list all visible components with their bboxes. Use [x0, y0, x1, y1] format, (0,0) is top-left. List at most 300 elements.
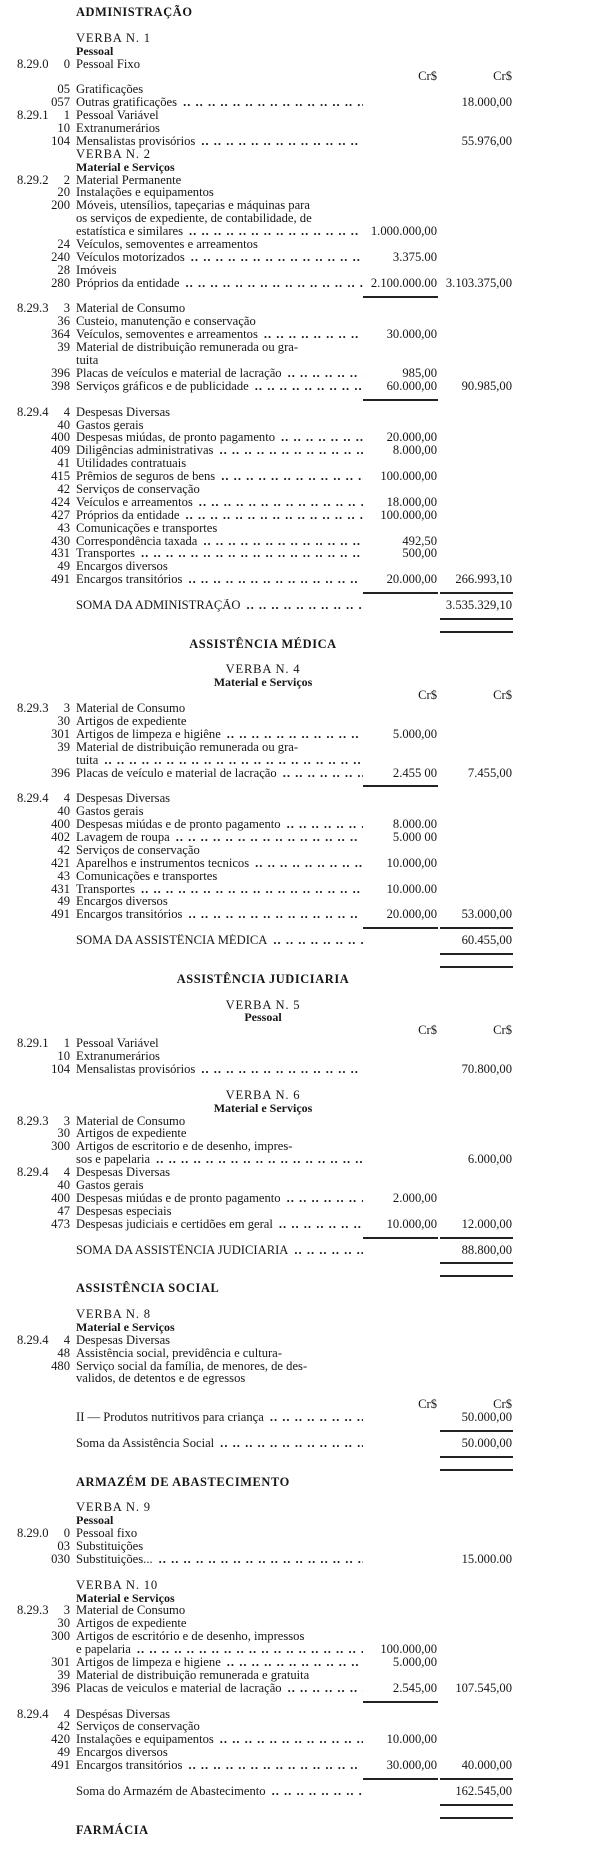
item-number: 431 — [51, 881, 70, 896]
item-number: 420 — [51, 1732, 70, 1747]
dot-leader — [287, 1192, 363, 1205]
item-description-cell — [76, 109, 363, 122]
line-item — [0, 277, 603, 290]
item-description: Veículos motorizados — [76, 250, 185, 264]
amount-col2: 266.993,10 — [455, 572, 512, 587]
dot-leader — [156, 1153, 363, 1166]
item-description: Pessoal Variável — [76, 109, 159, 123]
item-number: 30 — [57, 1126, 70, 1141]
rule-col1 — [363, 399, 438, 401]
item-description: Transportes — [76, 882, 136, 896]
amount-col1: 20.000,00 — [386, 430, 437, 445]
line-item — [0, 1127, 603, 1140]
classification-code: 8.29.4 — [17, 1332, 49, 1347]
line-item — [0, 754, 603, 767]
line-item — [0, 212, 603, 225]
item-description-cell — [76, 1708, 363, 1721]
item-description-cell — [76, 1785, 363, 1798]
dot-leader — [273, 934, 363, 947]
item-number: 4 — [63, 1165, 70, 1180]
item-description: e papelaria — [76, 1643, 131, 1657]
verba-subtitle-row — [0, 1514, 603, 1527]
line-item — [0, 251, 603, 264]
dot-leader — [270, 1411, 363, 1424]
item-number: 4 — [63, 404, 70, 419]
item-description: Encargos transitórios — [76, 1759, 183, 1773]
item-number: 24 — [57, 237, 70, 252]
item-description-cell — [76, 908, 363, 921]
item-number: 40 — [57, 804, 70, 819]
section-heading-row — [0, 1282, 603, 1295]
dot-leader — [288, 1682, 363, 1695]
item-number: 3 — [63, 1603, 70, 1618]
item-number: 400 — [51, 817, 70, 832]
amount-col2: 60.455,00 — [461, 933, 512, 948]
item-description: Gastos gerais — [76, 1179, 144, 1192]
item-number: 057 — [51, 95, 70, 110]
dot-leader — [188, 573, 363, 586]
item-number: 301 — [51, 726, 70, 741]
item-description: Prêmios de seguros de bens — [76, 470, 216, 483]
item-description-cell — [76, 1604, 363, 1617]
item-description: Móveis, utensílios, tapeçarias e máquinas para — [76, 199, 310, 213]
total-rule — [0, 779, 603, 792]
item-description-cell — [76, 1669, 363, 1682]
line-item — [0, 1630, 603, 1643]
item-description: Artigos de expediente — [76, 1127, 187, 1141]
item-description: Placas de veículo e material de lacração — [76, 766, 277, 780]
section-heading-row — [0, 1824, 603, 1837]
item-description-cell — [76, 1115, 363, 1128]
item-number: 40 — [57, 417, 70, 432]
item-number: 39 — [57, 340, 70, 355]
amount-col1: 2.000,00 — [392, 1190, 437, 1205]
section-heading: ARMAZÉM DE ABASTECIMENTO — [76, 1474, 290, 1489]
dot-leader — [199, 496, 363, 509]
item-description-cell — [76, 1140, 363, 1153]
item-number: 300 — [51, 1139, 70, 1154]
verba-title: VERBA N. 8 — [76, 1306, 151, 1321]
item-number: 491 — [51, 1758, 70, 1773]
dot-leader — [183, 96, 363, 109]
item-description: Lavagem de roupa — [76, 831, 170, 844]
rule-col2 — [440, 631, 513, 633]
verba-subtitle: Pessoal — [76, 43, 114, 58]
item-description: Material de Consumo — [76, 702, 186, 715]
line-item — [0, 857, 603, 870]
amount-col2: 12.000,00 — [461, 1216, 512, 1231]
amount-col1: 1.000.000,00 — [370, 224, 437, 239]
item-number: 48 — [57, 1345, 70, 1360]
total-rule — [0, 625, 603, 638]
item-description-cell — [76, 238, 363, 251]
dot-leader — [220, 1437, 363, 1450]
item-description-cell — [76, 1643, 363, 1656]
item-number: 396 — [51, 365, 70, 380]
total-rule — [0, 612, 603, 625]
line-item — [0, 741, 603, 754]
amount-col1: 30.000,00 — [386, 327, 437, 342]
line-item — [0, 380, 603, 393]
item-description: Substituições — [76, 1539, 144, 1553]
line-item — [0, 1437, 603, 1450]
item-description: Encargos transitórios — [76, 573, 183, 587]
item-description-cell — [76, 406, 363, 419]
dot-leader — [188, 1759, 363, 1772]
item-description-cell — [76, 470, 363, 483]
item-description: Serviços de conservação — [76, 482, 200, 496]
item-description: Encargos transitórios — [76, 908, 183, 922]
total-rule — [0, 1450, 603, 1463]
item-description-cell — [76, 96, 363, 109]
line-item — [0, 109, 603, 122]
dot-leader — [221, 470, 363, 483]
verba-subtitle: Material e Serviços — [76, 159, 175, 174]
rule-col2 — [440, 1817, 513, 1819]
line-item — [0, 535, 603, 548]
item-number: 104 — [51, 133, 70, 148]
item-description-cell — [76, 1437, 363, 1450]
amount-col2: 7.455,00 — [467, 765, 512, 780]
item-description-cell — [76, 805, 363, 818]
item-number: 3 — [63, 301, 70, 316]
item-number: 2 — [63, 172, 70, 187]
item-description: SOMA DA ASSISTÊNCIA MÉDICA — [76, 934, 268, 948]
item-number: 10 — [57, 121, 70, 136]
item-description: Encargos diversos — [76, 1746, 168, 1760]
verba-subtitle-row — [0, 1321, 603, 1334]
classification-code: 8.29.4 — [17, 791, 49, 806]
total-rule — [0, 1256, 603, 1269]
classification-code: 8.29.4 — [17, 1706, 49, 1721]
amount-col1: 5.000,00 — [392, 726, 437, 741]
line-item — [0, 522, 603, 535]
item-description: SOMA DA ASSISTÊNCIA JUDICIARIA — [76, 1243, 289, 1257]
line-item — [0, 1746, 603, 1759]
line-item — [0, 225, 603, 238]
dot-leader — [141, 547, 363, 560]
line-item — [0, 186, 603, 199]
item-description-cell — [76, 199, 363, 212]
section-heading-row — [0, 1476, 603, 1489]
line-item — [0, 1785, 603, 1798]
item-number: 36 — [57, 314, 70, 329]
amount-col1: 492,50 — [402, 533, 437, 548]
item-description-cell — [76, 818, 363, 831]
amount-col1: 20.000,00 — [386, 572, 437, 587]
amount-col1: 8.000,00 — [392, 443, 437, 458]
line-item — [0, 1115, 603, 1128]
line-item — [0, 483, 603, 496]
item-description-cell — [76, 1682, 363, 1695]
verba-subtitle: Pessoal — [244, 1010, 282, 1025]
verba-subtitle-row — [0, 676, 603, 689]
total-rule — [0, 960, 603, 973]
rule-col2 — [440, 927, 513, 929]
item-number: 280 — [51, 275, 70, 290]
item-number: 240 — [51, 249, 70, 264]
item-number: 431 — [51, 546, 70, 561]
item-description-cell — [76, 883, 363, 896]
item-description: Substituições... — [76, 1552, 153, 1566]
total-rule — [0, 1424, 603, 1437]
blank-line — [0, 651, 603, 664]
amount-col2: 55.976,00 — [461, 133, 512, 148]
item-number: 49 — [57, 559, 70, 574]
rule-col2 — [440, 953, 513, 955]
verba-title: VERBA N. 5 — [225, 997, 301, 1012]
amount-col1: 3.375.00 — [392, 249, 437, 264]
blank-line — [0, 1076, 603, 1089]
item-description: Pessoal Fixo — [76, 57, 141, 71]
line-item — [0, 573, 603, 586]
amount-col2: 88.800,00 — [461, 1242, 512, 1257]
item-description-cell — [76, 599, 363, 612]
line-item — [0, 457, 603, 470]
dot-leader — [201, 135, 363, 148]
line-item — [0, 122, 603, 135]
item-description-cell — [76, 1166, 363, 1179]
amount-col2: 6.000,00 — [467, 1152, 512, 1167]
item-description: Mensalistas provisórios — [76, 134, 196, 148]
dot-leader — [283, 767, 363, 780]
item-description: os serviços de expediente, de contabilidade, de — [76, 212, 312, 226]
item-number: 200 — [51, 198, 70, 213]
item-description-cell — [76, 496, 363, 509]
section-heading: ASSISTÊNCIA MÉDICA — [189, 636, 337, 651]
verba-subtitle-row — [0, 45, 603, 58]
currency-header-col1: Cr$ — [418, 1397, 437, 1412]
dot-leader — [227, 728, 363, 741]
line-item — [0, 174, 603, 187]
item-description-cell — [76, 58, 363, 71]
total-rule — [0, 1798, 603, 1811]
amount-col1: 100.000,00 — [380, 507, 437, 522]
amount-col2: 3.103.375,00 — [445, 275, 512, 290]
line-item — [0, 1527, 603, 1540]
item-description: Aparelhos e instrumentos tecnicos — [76, 856, 250, 870]
line-item — [0, 895, 603, 908]
item-number: 0 — [63, 56, 70, 71]
section-heading-row — [0, 638, 603, 651]
item-number: 05 — [57, 82, 70, 97]
item-description: Despesas miúdas, de pronto pagamento — [76, 431, 276, 445]
line-item — [0, 496, 603, 509]
dot-leader — [189, 225, 363, 238]
verba-title: VERBA N. 2 — [76, 146, 151, 161]
line-item — [0, 470, 603, 483]
dot-leader — [188, 908, 363, 921]
line-item — [0, 818, 603, 831]
line-item — [0, 1218, 603, 1231]
verba-row — [0, 32, 603, 45]
item-description-cell — [76, 419, 363, 432]
line-item — [0, 792, 603, 805]
item-description: sos e papelaria — [76, 1153, 151, 1167]
total-rule — [0, 586, 603, 599]
item-description-cell — [76, 225, 363, 238]
line-item — [0, 908, 603, 921]
dot-leader — [279, 1218, 363, 1231]
line-item — [0, 1244, 603, 1257]
rule-col1 — [363, 927, 438, 929]
line-item — [0, 1733, 603, 1746]
line-item — [0, 805, 603, 818]
classification-code: 8.29.3 — [17, 701, 49, 716]
item-number: 3 — [63, 701, 70, 716]
amount-col2: 40.000,00 — [461, 1758, 512, 1773]
dot-leader — [186, 277, 363, 290]
item-description-cell — [76, 754, 363, 767]
line-item — [0, 599, 603, 612]
verba-title: VERBA N. 10 — [76, 1577, 158, 1592]
item-description: Extranumerários — [76, 122, 160, 135]
item-description: Despesas Diversas — [76, 1333, 171, 1347]
item-number: 43 — [57, 520, 70, 535]
verba-title: VERBA N. 9 — [76, 1500, 151, 1515]
item-description: Imóveis — [76, 263, 117, 277]
section-heading: ASSISTÊNCIA SOCIAL — [76, 1281, 220, 1296]
item-description: Material de distribuição remunerada ou gra- — [76, 341, 299, 355]
item-number: 424 — [51, 494, 70, 509]
amount-col2: 50.000,00 — [461, 1410, 512, 1425]
item-description-cell — [76, 741, 363, 754]
item-number: 30 — [57, 713, 70, 728]
amount-col1: 2.545,00 — [392, 1680, 437, 1695]
item-description: Próprios da entidade — [76, 508, 180, 522]
item-description: SOMA DA ADMINISTRAÇÃO — [76, 598, 241, 612]
line-item — [0, 767, 603, 780]
line-item — [0, 509, 603, 522]
item-description: Soma do Armazém de Abastecimento — [76, 1784, 266, 1798]
amount-col2: 18.000,00 — [461, 95, 512, 110]
amount-col2: 50.000,00 — [461, 1435, 512, 1450]
item-number: 43 — [57, 868, 70, 883]
item-number: 491 — [51, 907, 70, 922]
total-rule — [0, 1231, 603, 1244]
line-item — [0, 58, 603, 71]
dot-leader — [272, 1785, 363, 1798]
item-number: 1 — [63, 108, 70, 123]
item-description-cell — [76, 1617, 363, 1630]
item-number: 1 — [63, 1036, 70, 1051]
item-description-cell — [76, 792, 363, 805]
dot-leader — [220, 1733, 363, 1746]
item-number: 39 — [57, 739, 70, 754]
amount-col1: 985,00 — [402, 365, 437, 380]
item-number: 480 — [51, 1358, 70, 1373]
item-description-cell — [76, 728, 363, 741]
line-item — [0, 341, 603, 354]
line-item — [0, 1334, 603, 1347]
item-number: 03 — [57, 1538, 70, 1553]
total-rule — [0, 290, 603, 303]
dot-leader — [264, 328, 363, 341]
item-description: estatística e similares — [76, 225, 184, 239]
rule-col1 — [363, 1778, 438, 1780]
item-description: Instalações e equipamentos — [76, 186, 214, 200]
item-description: Material de Consumo — [76, 1604, 186, 1618]
verba-subtitle-row — [0, 1102, 603, 1115]
verba-title: VERBA N. 4 — [225, 662, 301, 677]
item-description-cell — [76, 560, 363, 573]
classification-code: 8.29.1 — [17, 108, 49, 123]
amount-col1: 2.100.000.00 — [370, 275, 437, 290]
item-description: Serviços gráficos e de publicidade — [76, 379, 249, 393]
item-description: Soma da Assistência Social — [76, 1436, 215, 1450]
line-item — [0, 1166, 603, 1179]
item-description-cell — [76, 483, 363, 496]
item-description: Transportes — [76, 547, 136, 561]
dot-leader — [227, 1656, 363, 1669]
item-description-cell — [76, 547, 363, 560]
line-item — [0, 831, 603, 844]
line-item — [0, 1063, 603, 1076]
item-description-cell — [76, 1720, 363, 1733]
verba-subtitle: Material e Serviços — [213, 1100, 313, 1115]
item-description: validos, de detentos e de egressos — [76, 1372, 246, 1386]
item-description: Veículos e arreamentos — [76, 495, 193, 509]
item-description: Gastos gerais — [76, 805, 144, 819]
line-item — [0, 431, 603, 444]
total-rule — [0, 1811, 603, 1824]
verba-title: VERBA N. 1 — [76, 30, 151, 45]
line-item — [0, 1708, 603, 1721]
verba-subtitle-row — [0, 1011, 603, 1024]
item-description: Custeio, manutenção e conservação — [76, 315, 256, 329]
line-item — [0, 1140, 603, 1153]
section-heading-row — [0, 6, 603, 19]
item-description-cell — [76, 186, 363, 199]
classification-code: 8.29.4 — [17, 1165, 49, 1180]
verba-subtitle: Pessoal — [76, 1513, 114, 1528]
total-rule — [0, 947, 603, 960]
currency-header-col1: Cr$ — [418, 69, 437, 84]
total-rule — [0, 1695, 603, 1708]
item-description: II — Produtos nutritivos para criança — [76, 1411, 264, 1424]
rule-col1 — [363, 1237, 438, 1239]
item-number: 427 — [51, 507, 70, 522]
item-description: tuita — [76, 354, 99, 367]
verba-subtitle: Material e Serviços — [76, 1590, 175, 1605]
line-item — [0, 870, 603, 883]
amount-col2: 3.535.329,10 — [445, 597, 512, 612]
dot-leader — [219, 444, 363, 457]
item-description: Extranumerários — [76, 1050, 160, 1064]
rule-col2 — [440, 592, 513, 594]
rule-col2 — [440, 1262, 513, 1264]
line-item — [0, 1179, 603, 1192]
item-description: Mensalistas provisórios — [76, 1063, 196, 1076]
item-description-cell — [76, 1347, 363, 1360]
item-description: Material de Consumo — [76, 1114, 186, 1128]
item-description-cell — [76, 895, 363, 908]
line-item — [0, 560, 603, 573]
item-description: Material de distribuição remunerada ou gra- — [76, 740, 299, 754]
amount-col2: 107.545,00 — [455, 1680, 512, 1695]
item-description: Pessoal fixo — [76, 1527, 138, 1540]
rule-col2 — [440, 1778, 513, 1780]
item-description: Material de Consumo — [76, 302, 186, 316]
item-description: Despesas miúdas e de pronto pagamento — [76, 818, 281, 832]
section-heading: FARMÁCIA — [76, 1822, 149, 1837]
budget-document — [0, 6, 603, 1836]
item-number: 430 — [51, 533, 70, 548]
item-number: 42 — [57, 481, 70, 496]
amount-col1: 5.000 00 — [392, 830, 437, 844]
item-description-cell — [76, 702, 363, 715]
line-item — [0, 1372, 603, 1385]
